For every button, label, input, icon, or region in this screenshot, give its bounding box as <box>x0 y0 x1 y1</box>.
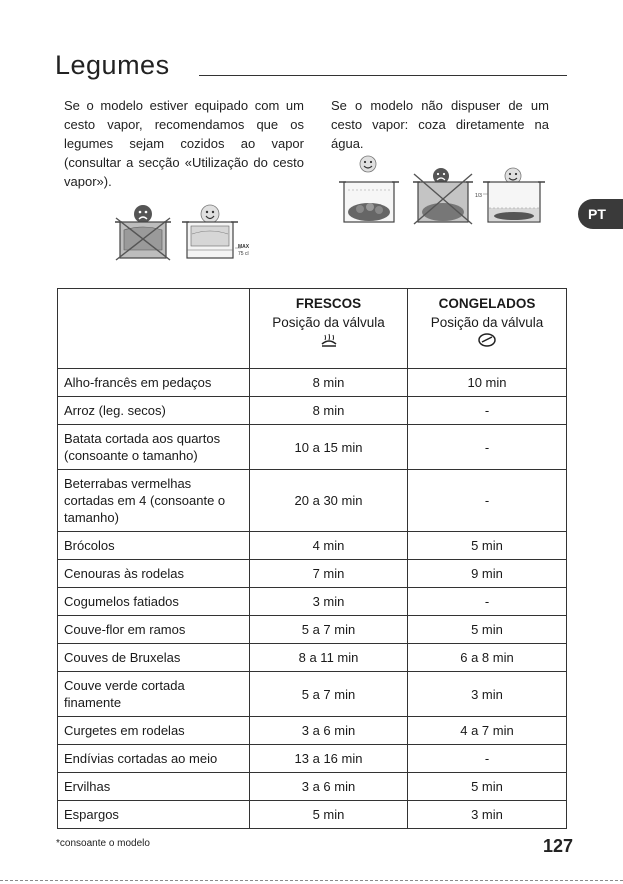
table-row <box>58 425 567 470</box>
table-row <box>58 369 567 397</box>
title-rule <box>199 75 567 76</box>
fresh-time: 10 a 15 min <box>250 425 408 470</box>
header-frozen <box>408 289 567 369</box>
vegetable-name: Batata cortada aos quartos (consoante o tamanho) <box>58 425 250 470</box>
vegetable-name: Curgetes em rodelas <box>58 717 250 745</box>
fresh-time: 7 min <box>250 560 408 588</box>
happy-face-icon <box>360 156 376 172</box>
steam-valve-icon <box>318 332 340 348</box>
vegetable-name: Couve verde cortada finamente <box>58 672 250 717</box>
frozen-time: 3 min <box>408 672 567 717</box>
frozen-time: - <box>408 588 567 616</box>
header-empty-cell <box>58 289 250 369</box>
frozen-time: - <box>408 425 567 470</box>
table-row <box>58 397 567 425</box>
vegetable-name: Espargos <box>58 801 250 829</box>
cl-label: 75 cl <box>238 251 249 257</box>
cooking-times-table <box>57 288 567 829</box>
table-row <box>58 588 567 616</box>
pot-overfilled-icon <box>413 174 473 224</box>
fresh-time: 5 min <box>250 801 408 829</box>
vegetable-name: Alho-francês em pedaços <box>58 369 250 397</box>
one-third-label: 1/3 <box>475 193 482 199</box>
table-row <box>58 644 567 672</box>
table-row <box>58 801 567 829</box>
page-number: 127 <box>543 836 574 856</box>
frozen-time: 10 min <box>408 369 567 397</box>
vegetable-name: Cogumelos fatiados <box>58 588 250 616</box>
fresh-time: 4 min <box>250 532 408 560</box>
frozen-time: 3 min <box>408 801 567 829</box>
fresh-time: 3 a 6 min <box>250 717 408 745</box>
frozen-time: 4 a 7 min <box>408 717 567 745</box>
frozen-time: 5 min <box>408 616 567 644</box>
vegetable-name: Beterrabas vermelhas cortadas em 4 (consoante o tamanho) <box>58 470 250 532</box>
table-header-row <box>58 289 567 369</box>
illustration-basket <box>112 200 257 262</box>
sad-face-icon <box>134 205 152 223</box>
frozen-time: 9 min <box>408 560 567 588</box>
fresh-time: 3 min <box>250 588 408 616</box>
frozen-time: - <box>408 397 567 425</box>
table-row <box>58 773 567 801</box>
header-fresh-sub: Posição da válvula <box>272 315 385 330</box>
fresh-time: 8 min <box>250 369 408 397</box>
header-frozen-title: CONGELADOS <box>438 296 536 311</box>
fresh-time: 8 min <box>250 397 408 425</box>
footnote: *consoante o modelo <box>56 838 150 849</box>
illustration-no-basket <box>338 154 548 228</box>
frozen-time: - <box>408 745 567 773</box>
table-row <box>58 616 567 644</box>
fresh-time: 20 a 30 min <box>250 470 408 532</box>
fresh-time: 3 a 6 min <box>250 773 408 801</box>
happy-face-icon <box>201 205 219 223</box>
table-row <box>58 470 567 532</box>
header-frozen-sub: Posição da válvula <box>430 315 544 330</box>
table-row <box>58 560 567 588</box>
table-row <box>58 717 567 745</box>
table-row <box>58 672 567 717</box>
language-tab: PT <box>578 199 623 229</box>
vegetable-name: Cenouras às rodelas <box>58 560 250 588</box>
frozen-time: - <box>408 470 567 532</box>
bottom-divider <box>0 880 623 881</box>
vegetable-name: Arroz (leg. secos) <box>58 397 250 425</box>
sealed-valve-icon <box>476 332 498 348</box>
pot-one-third-icon <box>483 182 545 222</box>
table-row <box>58 745 567 773</box>
frozen-time: 5 min <box>408 532 567 560</box>
pot-with-vegetables-icon <box>339 182 399 222</box>
max-label: MAX <box>238 244 250 250</box>
frozen-time: 5 min <box>408 773 567 801</box>
frozen-time: 6 a 8 min <box>408 644 567 672</box>
header-fresh-title: FRESCOS <box>295 296 362 311</box>
vegetable-name: Couve-flor em ramos <box>58 616 250 644</box>
fresh-time: 13 a 16 min <box>250 745 408 773</box>
table-row <box>58 532 567 560</box>
pot-with-basket-icon <box>182 222 241 258</box>
fresh-time: 5 a 7 min <box>250 616 408 644</box>
paragraph-basket: Se o modelo estiver equipado com um cesto vapor, recomendamos que os legumes sejam cozidos ao vapor (consultar a secção «Utilização do cesto vapor»). <box>64 98 304 189</box>
header-fresh <box>250 289 408 369</box>
vegetable-name: Couves de Bruxelas <box>58 644 250 672</box>
page-title: Legumes <box>55 50 170 80</box>
vegetable-name: Endívias cortadas ao meio <box>58 745 250 773</box>
vegetable-name: Brócolos <box>58 532 250 560</box>
paragraph-no-basket: Se o modelo não dispuser de um cesto vapor: coza diretamente na água. <box>331 98 549 151</box>
vegetable-name: Ervilhas <box>58 773 250 801</box>
fresh-time: 5 a 7 min <box>250 672 408 717</box>
fresh-time: 8 a 11 min <box>250 644 408 672</box>
pot-with-water-icon <box>115 218 171 260</box>
